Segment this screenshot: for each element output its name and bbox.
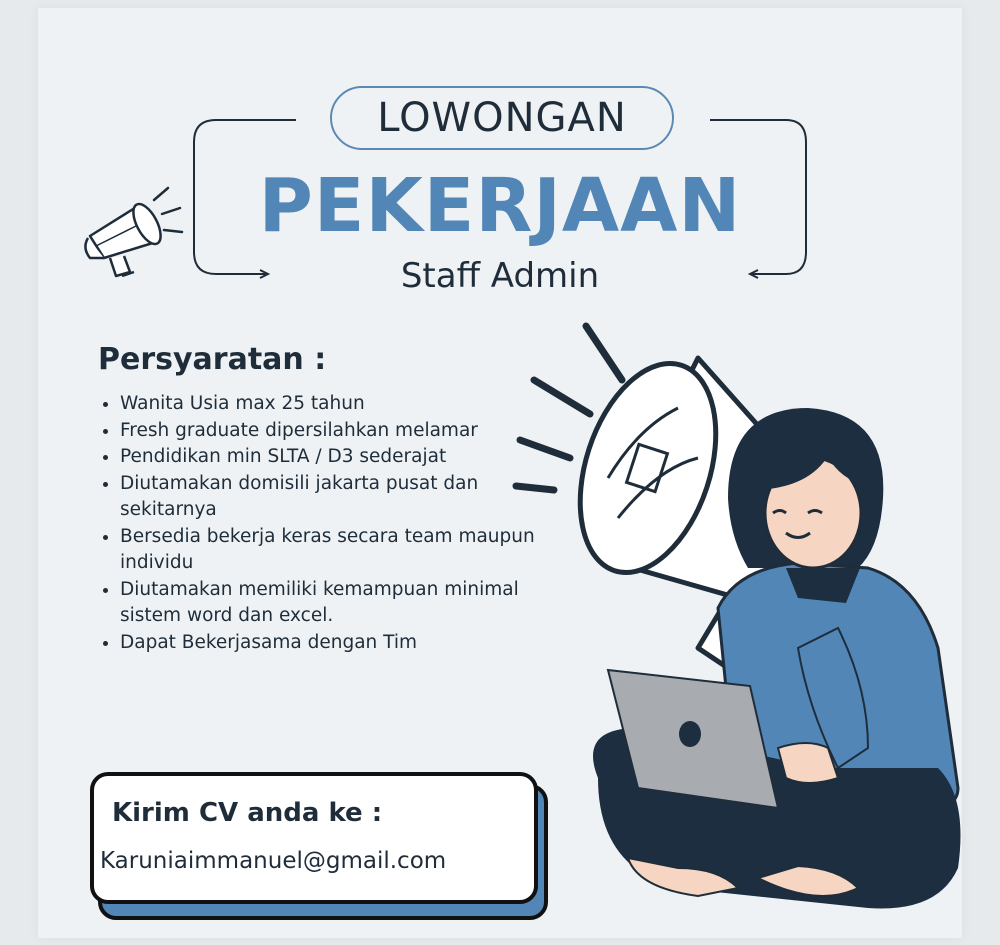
list-item: • Bersedia bekerja keras secara team maupun individu [120, 524, 540, 577]
list-item: • Wanita Usia max 25 tahun [120, 391, 540, 418]
lowongan-label: LOWONGAN [377, 95, 627, 141]
list-item: • Diutamakan domisili jakarta pusat dan sekitarnya [120, 471, 540, 524]
contact-label: Kirim CV anda ke : [112, 798, 383, 828]
list-item: • Dapat Bekerjasama dengan Tim [120, 630, 540, 657]
list-item: • Pendidikan min SLTA / D3 sederajat [120, 444, 540, 471]
job-position: Staff Admin [400, 256, 600, 296]
job-poster [38, 8, 962, 938]
list-item: • Fresh graduate dipersilahkan melamar [120, 418, 540, 445]
contact-card [90, 772, 538, 904]
requirements-heading: Persyaratan : [98, 342, 327, 377]
list-item: • Diutamakan memiliki kemampuan minimal sistem word dan excel. [120, 577, 540, 630]
page-title: PEKERJAAN [258, 163, 742, 249]
contact-email[interactable]: Karuniaimmanuel@gmail.com [100, 848, 447, 874]
